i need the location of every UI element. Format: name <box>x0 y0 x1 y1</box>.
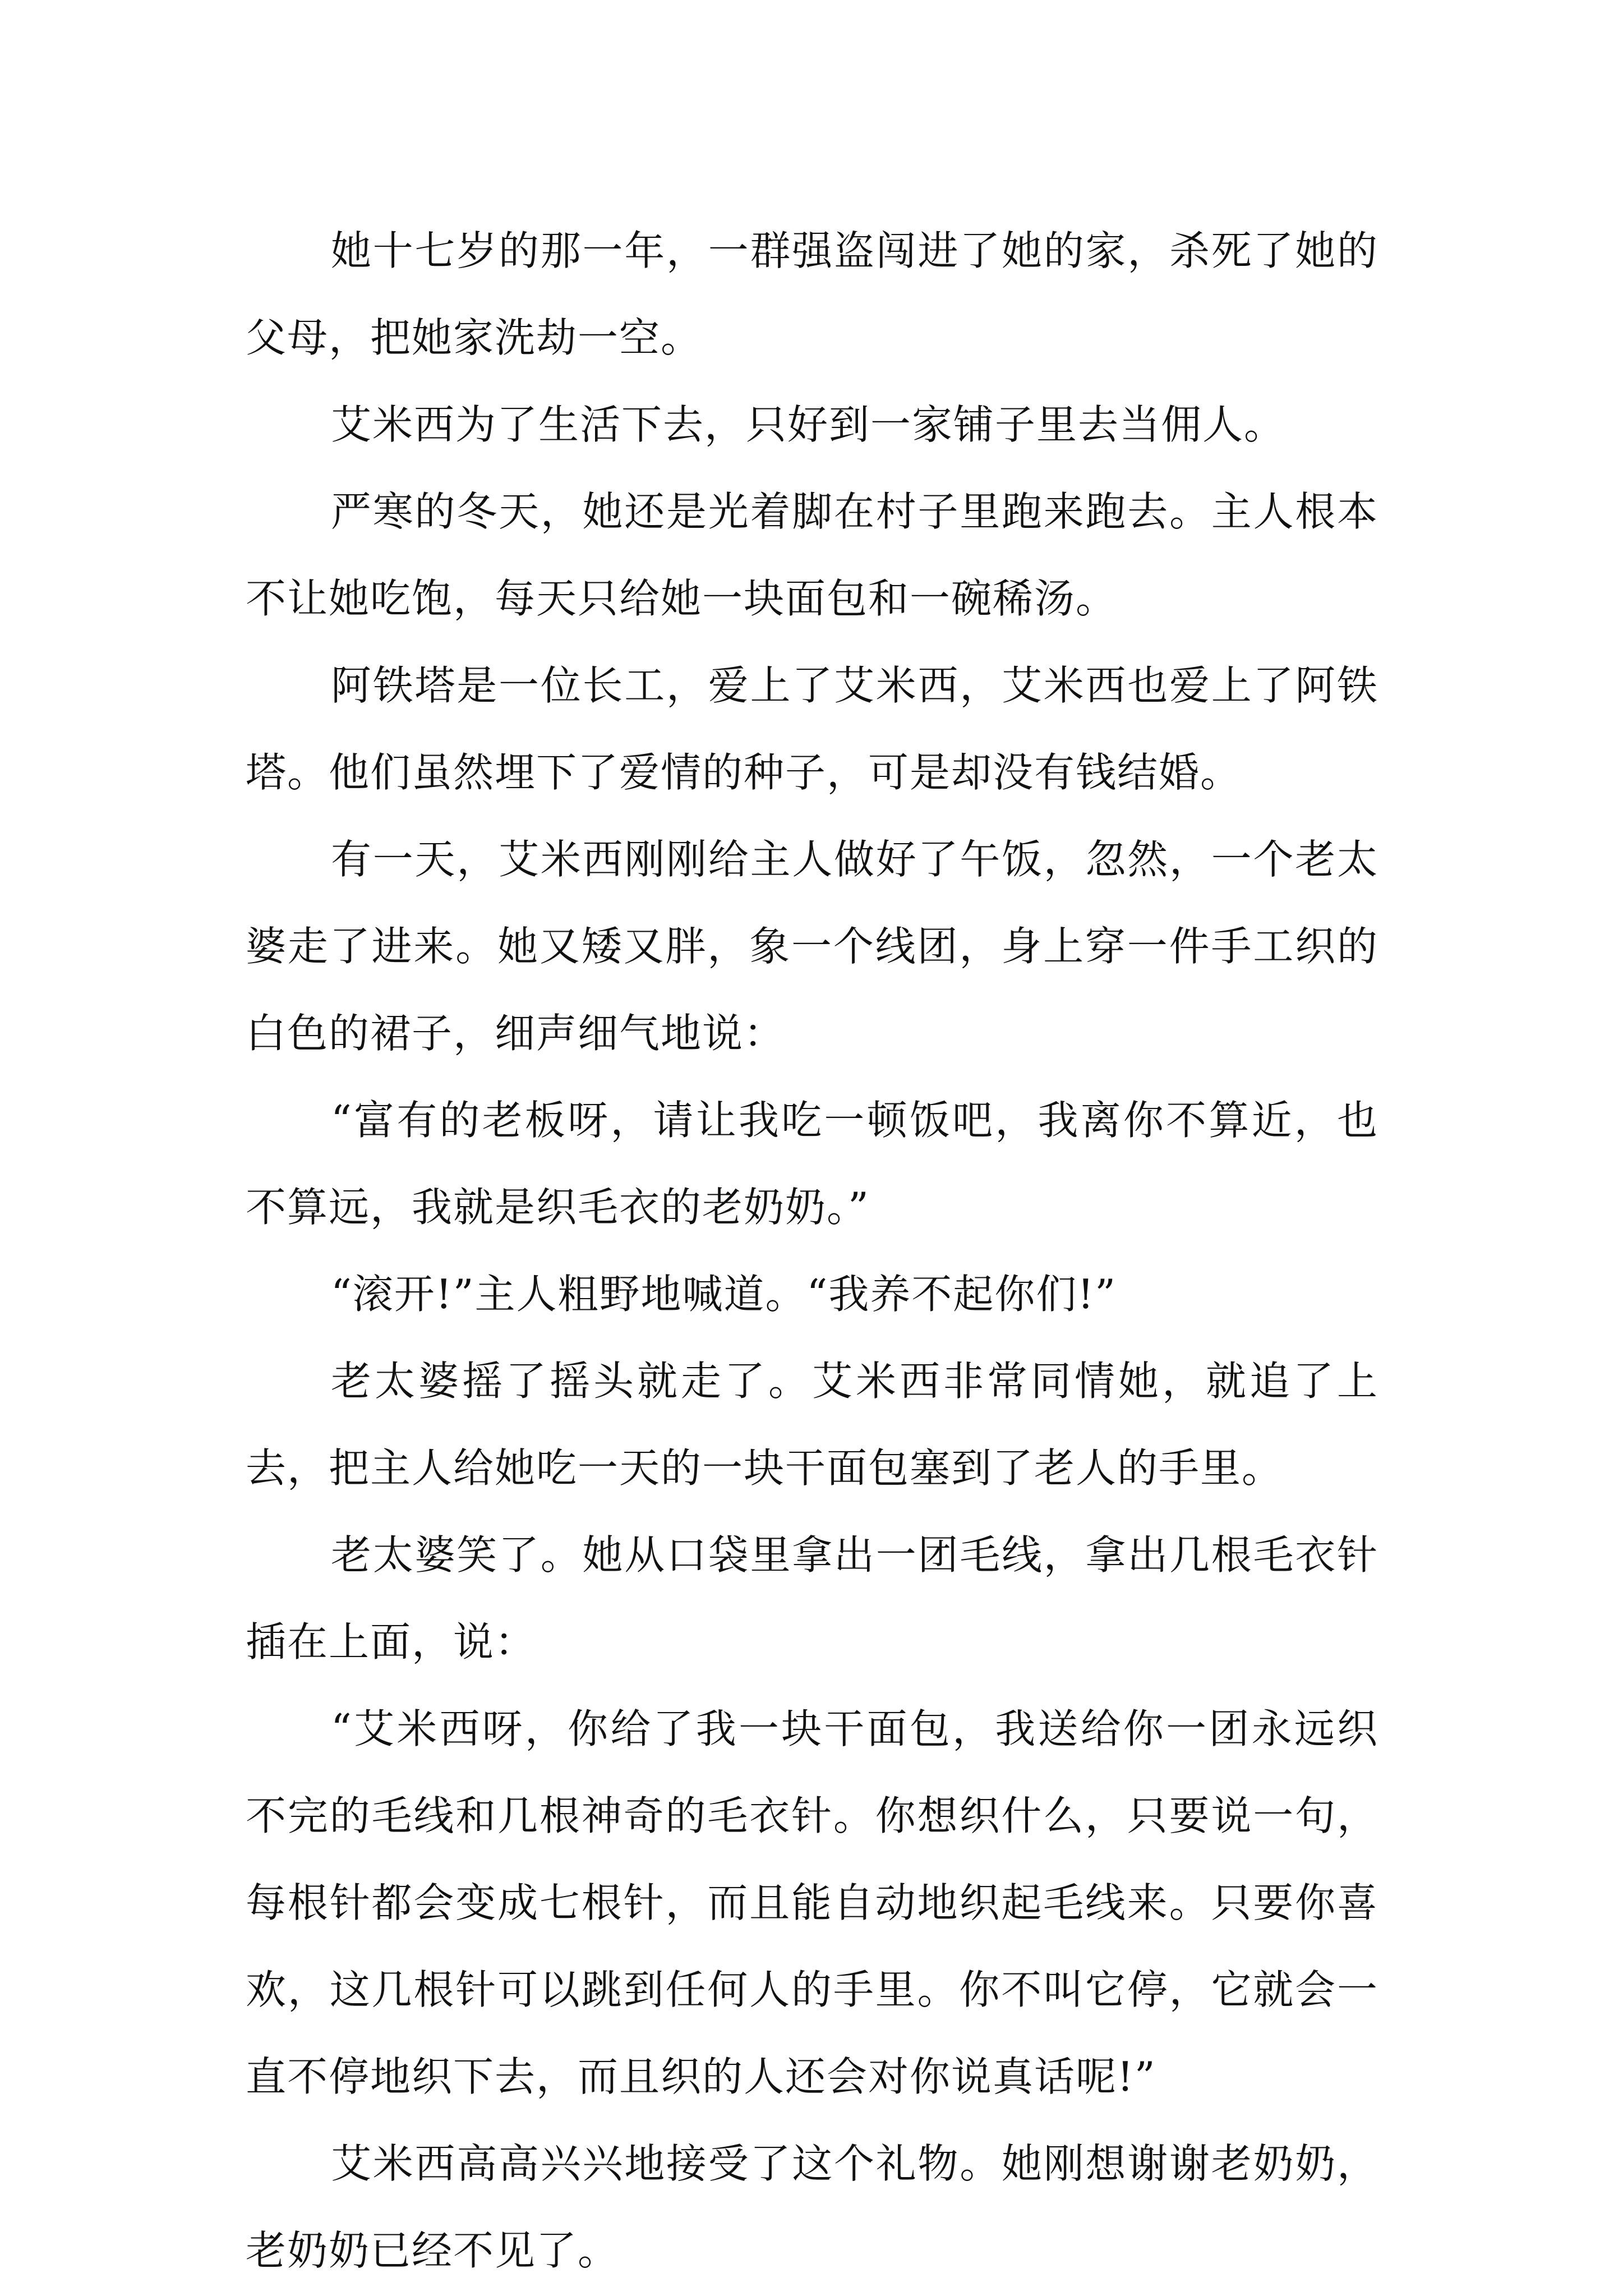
paragraph-3: 严寒的冬天，她还是光着脚在村子里跑来跑去。主人根本不让她吃饱，每天只给她一块面包和一碗稀汤。 <box>246 488 1378 622</box>
paragraph-2: 艾米西为了生活下去，只好到一家铺子里去当佣人。 <box>331 401 1286 448</box>
paragraph-8: 老太婆摇了摇头就走了。艾米西非常同情她，就追了上去，把主人给她吃一天的一块干面包塞到了老人的手里。 <box>246 1358 1378 1492</box>
paragraph-5: 有一天，艾米西刚刚给主人做好了午饭，忽然，一个老太婆走了进来。她又矮又胖，象一个线团，身上穿一件手工织的白色的裙子，细声细气地说： <box>246 836 1378 1057</box>
paragraph-1: 她十七岁的那一年，一群强盗闯进了她的家，杀死了她的父母，把她家洗劫一空。 <box>246 227 1378 361</box>
paragraph-9: 老太婆笑了。她从口袋里拿出一团毛线，拿出几根毛衣针插在上面，说： <box>246 1531 1378 1665</box>
paragraph-10: “艾米西呀，你给了我一块干面包，我送给你一团永远织不完的毛线和几根神奇的毛衣针。你想织什么，只要说一句，每根针都会变成七根针，而且能自动地织起毛线来。只要你喜欢，这几根针可以跳到任何人的手里。你不叫它停，它就会一直不停地织下去，而且织的人还会对你说真话呢!” <box>246 1705 1378 2100</box>
paragraph-4: 阿铁塔是一位长工，爱上了艾米西，艾米西也爱上了阿铁塔。他们虽然埋下了爱情的种子，可是却没有钱结婚。 <box>246 662 1378 796</box>
paragraph-11: 艾米西高高兴兴地接受了这个礼物。她刚想谢谢老奶奶，老奶奶已经不见了。 <box>246 2140 1378 2274</box>
paragraph-7: “滚开!”主人粗野地喊道。“我养不起你们!” <box>331 1271 1117 1318</box>
paragraph-6: “富有的老板呀，请让我吃一顿饭吧，我离你不算近，也不算远，我就是织毛衣的老奶奶。” <box>246 1097 1378 1231</box>
story-text <box>246 208 1378 2294</box>
